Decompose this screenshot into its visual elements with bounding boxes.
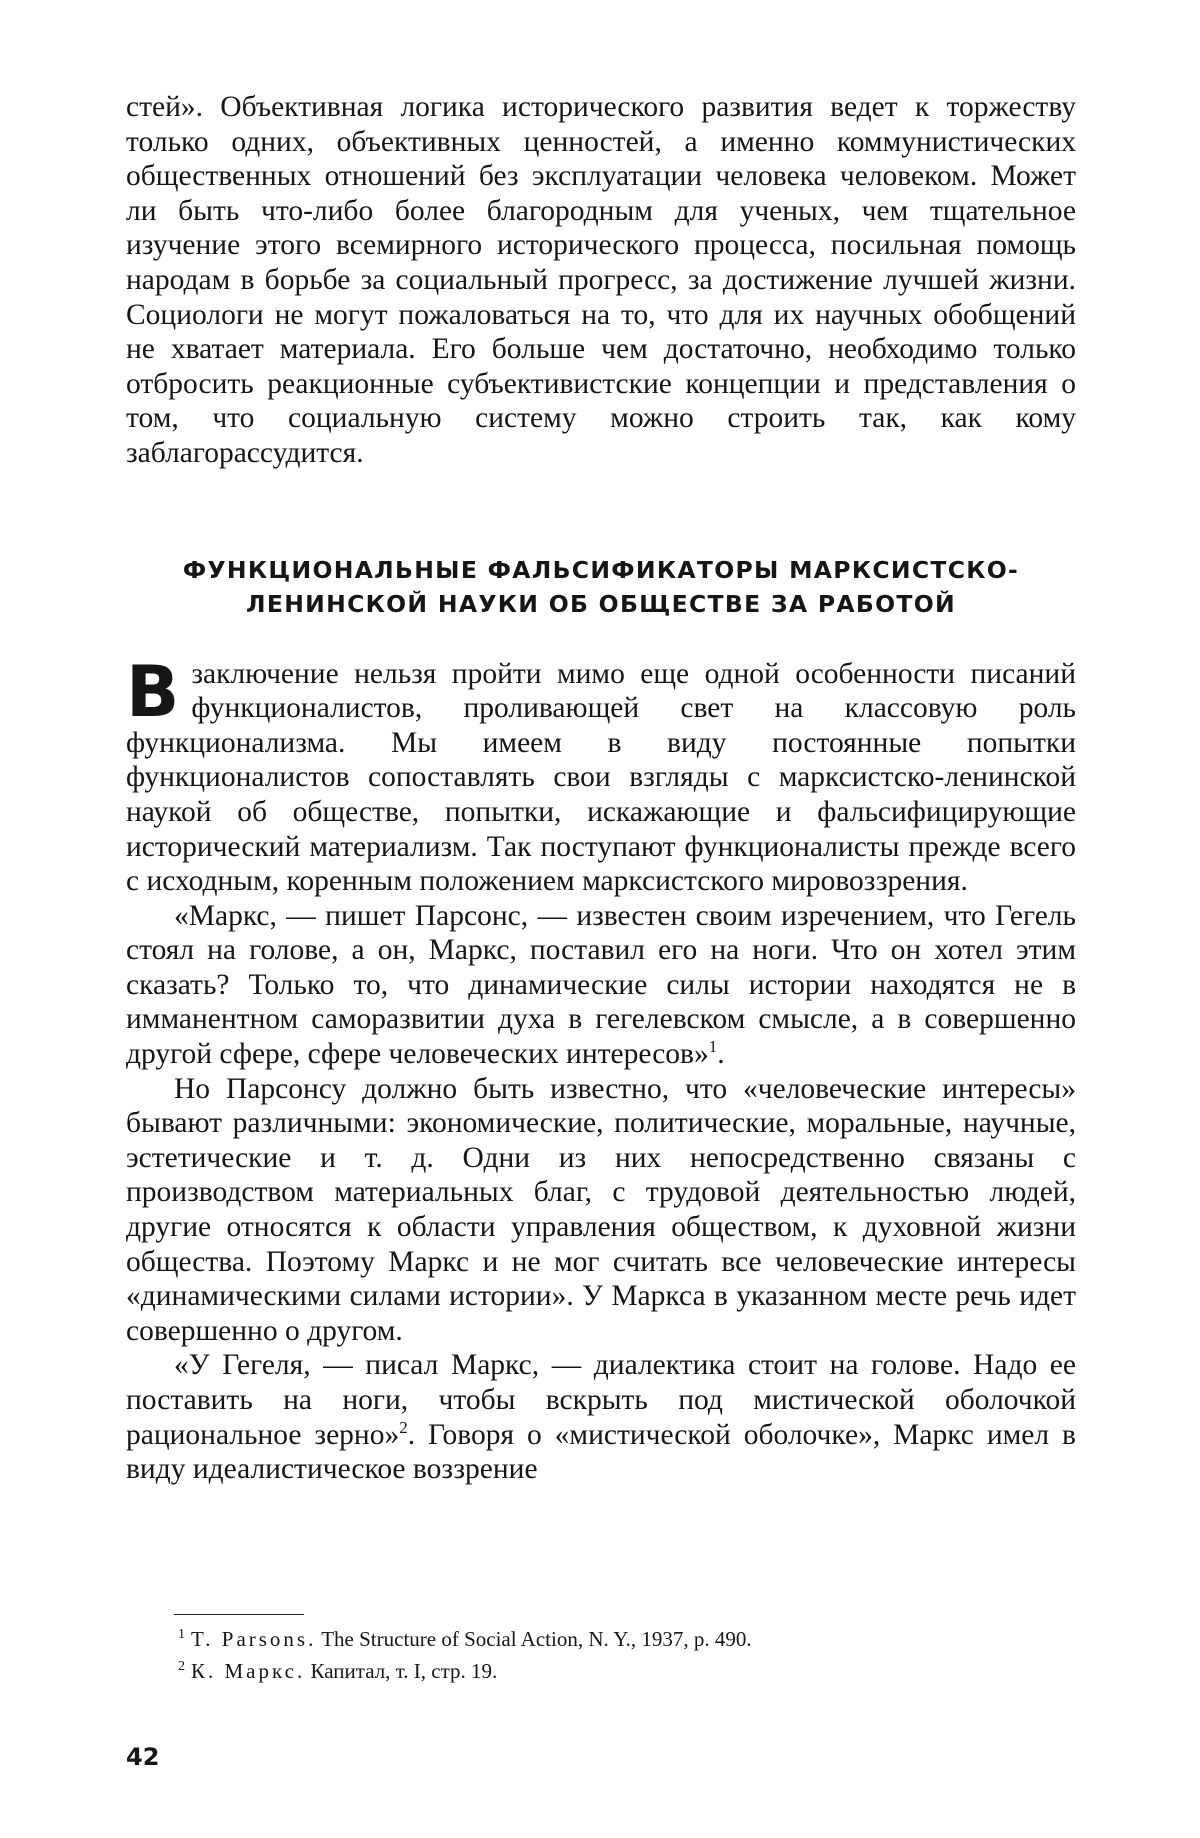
section-heading: [126, 553, 1076, 621]
page-number: 42: [126, 1743, 160, 1771]
footnote-2-author: К. Маркс.: [191, 1659, 306, 1683]
paragraph-5-end: . Говоря о «мистической оболочке», Маркс имел в виду идеалистическое воззрение: [126, 1418, 1076, 1486]
footnote-1-author: T. Parsons.: [191, 1627, 317, 1651]
footnote-ref-1: 1: [708, 1037, 718, 1057]
paragraph-3-text: «Маркс, — пишет Парсонс, — известен своим изречением, что Гегель стоял на голове, а он, Маркс, поставил его на ноги. Что он хотел этим сказать? Только то, что динамические силы истории находятся не в имманентном саморазвитии духа в гегелевском смысле, а в совершенно другой сфере, сфере человеческих интересов»: [126, 899, 1076, 1071]
footnote-1-text: The Structure of Social Action, N. Y., 1937, p. 490.: [321, 1627, 752, 1651]
footnote-1: [126, 1621, 1076, 1653]
footnote-2-text: Капитал, т. I, стр. 19.: [310, 1659, 498, 1683]
footnote-2-marker: 2: [178, 1659, 185, 1674]
section-heading-line-2: ЛЕНИНСКОЙ НАУКИ ОБ ОБЩЕСТВЕ ЗА РАБОТОЙ: [246, 589, 956, 618]
page-body: [126, 90, 1076, 1487]
paragraph-4: Но Парсонсу должно быть известно, что «человеческие интересы» бывают различными: экономические, политические, моральные, научные, эстетические и т. д. Одни из них непосредственно связаны с производством материальных благ, с трудовой деятельностью людей, другие относятся к области управления обществом, к духовной жизни общества. Поэтому Маркс и не мог считать все человеческие интересы «динамическими силами истории». У Маркса в указанном месте речь идет совершенно о другом.: [126, 1072, 1076, 1347]
paragraph-3-end: .: [717, 1038, 725, 1071]
footnote-1-marker: 1: [178, 1627, 185, 1642]
section-heading-line-1: ФУНКЦИОНАЛЬНЫЕ ФАЛЬСИФИКАТОРЫ МАРКСИСТСКО-: [182, 555, 1020, 584]
footnote-ref-2: 2: [399, 1417, 408, 1437]
footnotes: [126, 1614, 1076, 1685]
footnote-rule: [174, 1614, 304, 1615]
paragraph-2-dropcap: Взаключение нельзя пройти мимо еще одной особенности писаний функционалистов, проливающей свет на классовую роль функционализма. Мы имеем в виду постоянные попытки функционалистов сопоставлять свои взгляды с марксистско-ленинской наукой об обществе, попытки, искажающие и фальсифицирующие исторический материализм. Так поступают функционалисты прежде всего с исходным, коренным положением марксистского мировоззрения.: [126, 650, 1076, 898]
paragraph-5-text: «У Гегеля, — писал Маркс, — диалектика стоит на голове. Надо ее поставить на ноги, чтобы вскрыть под мистической оболочкой рациональное зерно»: [126, 1349, 1076, 1451]
paragraph-5-marx-quote: [126, 1348, 1076, 1486]
footnote-2: [126, 1653, 1076, 1685]
paragraph-1: стей». Объективная логика исторического развития ведет к торжеству только одних, объективных ценностей, а именно коммунистических общественных отношений без эксплуатации человека человеком. Может ли быть что-либо более благородным для ученых, чем тщательное изучение этого всемирного исторического процесса, посильная помощь народам в борьбе за социальный прогресс, за достижение лучшей жизни. Социологи не могут пожаловаться на то, что для их научных обобщений не хватает материала. Его больше чем достаточно, необходимо только отбросить реакционные субъективистские концепции и представления о том, что социальную систему можно строить так, как кому заблагорассудится.: [126, 91, 1076, 469]
paragraph-3-parsons-quote: [126, 899, 1076, 1072]
